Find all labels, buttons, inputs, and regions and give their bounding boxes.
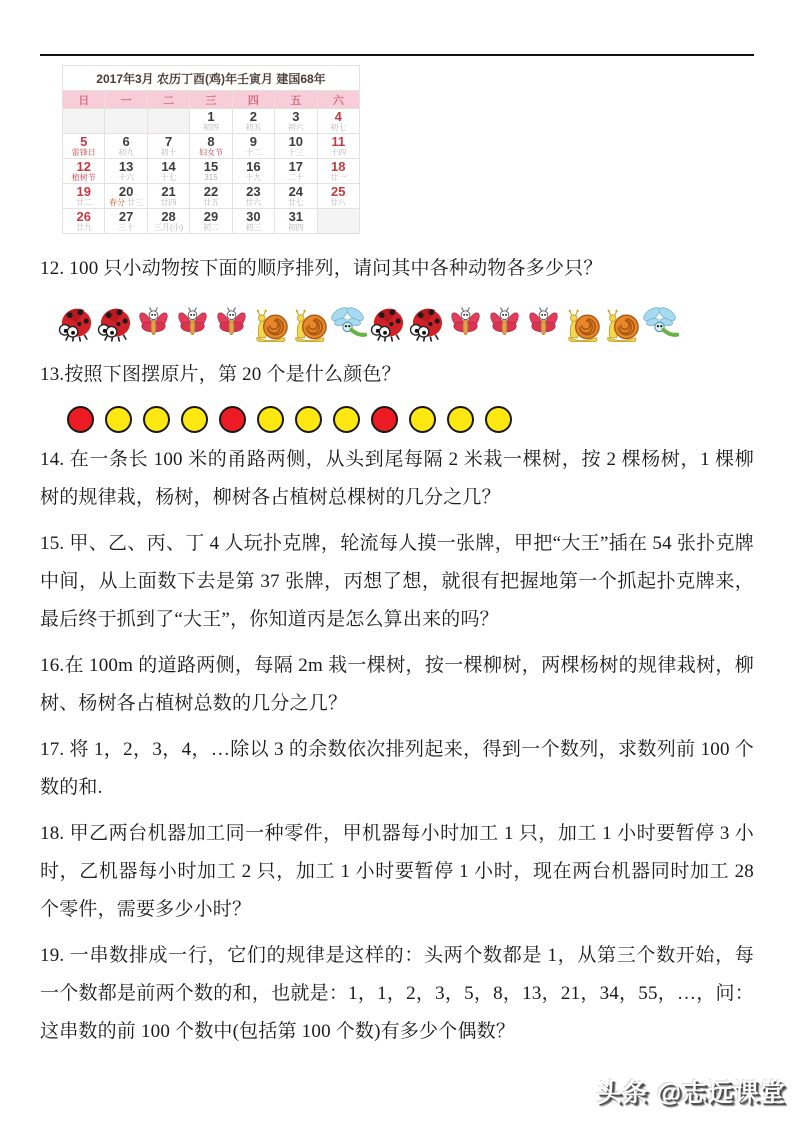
- calendar-weekday: 二: [147, 91, 189, 109]
- animal-pattern-figure: [56, 300, 686, 348]
- calendar-title: 2017年3月 农历丁酉(鸡)年壬寅月 建国68年: [63, 66, 360, 91]
- calendar-cell: 21 廿四: [147, 184, 189, 209]
- circle-yellow: [409, 406, 436, 433]
- calendar-cell: [317, 209, 359, 234]
- calendar-cell: [147, 109, 189, 134]
- calendar-cell: 12 植树节: [63, 159, 105, 184]
- calendar-body: [63, 109, 360, 234]
- ladybug-icon: [95, 300, 134, 348]
- circle-yellow: [105, 406, 132, 433]
- calendar-cell: 8 妇女节: [190, 134, 232, 159]
- dragonfly-icon: [329, 300, 368, 348]
- calendar-cell: 20 春分 廿三: [105, 184, 147, 209]
- calendar-weekday: 六: [317, 91, 359, 109]
- circle-red: [219, 406, 246, 433]
- calendar-cell: 4 初七: [317, 109, 359, 134]
- calendar-cell: 5 雷锋日: [63, 134, 105, 159]
- question-14: 14. 在一条长 100 米的甬路两侧，从头到尾每隔 2 米栽一棵树，按 2 棵杨树，1 棵柳树的规律栽，杨树，柳树各占植树总棵树的几分之几？: [40, 449, 754, 508]
- calendar-cell: 9 十二: [232, 134, 274, 159]
- calendar-cell: 3 初六: [275, 109, 317, 134]
- calendar-cell: [105, 109, 147, 134]
- calendar-cell: 13 十六: [105, 159, 147, 184]
- snail-icon: [563, 300, 602, 348]
- circle-red: [371, 406, 398, 433]
- calendar-weekday: 四: [232, 91, 274, 109]
- question-16: 16.在 100m 的道路两侧，每隔 2m 栽一棵树，按一棵柳树，两棵杨树的规律栽树，柳树、杨树各占植树总数的几分之几？: [40, 655, 754, 714]
- calendar-cell: 24 廿七: [275, 184, 317, 209]
- calendar-cell: 14 十七: [147, 159, 189, 184]
- calendar-cell: 26 廿九: [63, 209, 105, 234]
- calendar-march-2017: [62, 65, 360, 234]
- butterfly-icon: [212, 300, 251, 348]
- circle-yellow: [447, 406, 474, 433]
- calendar-cell: 10 十三: [275, 134, 317, 159]
- question-18: 18. 甲乙两台机器加工同一种零件，甲机器每小时加工 1 只，加工 1 小时要暂停 3 小时，乙机器每小时加工 2 只，加工 1 小时要暂停 1 小时，现在两台机器同时加工 28 个零件，需要多少小时？: [40, 823, 754, 920]
- circle-yellow: [295, 406, 322, 433]
- circle-yellow: [143, 406, 170, 433]
- calendar-weekday-row: [63, 91, 360, 109]
- calendar-weekday: 五: [275, 91, 317, 109]
- calendar-weekday: 一: [105, 91, 147, 109]
- butterfly-icon: [485, 300, 524, 348]
- calendar-cell: 30 初三: [232, 209, 274, 234]
- calendar-cell: 7 初十: [147, 134, 189, 159]
- calendar-cell: 11 十四: [317, 134, 359, 159]
- snail-icon: [251, 300, 290, 348]
- butterfly-icon: [173, 300, 212, 348]
- calendar-cell: [63, 109, 105, 134]
- watermark: 头条 @志远课堂: [596, 1079, 786, 1107]
- calendar-cell: 2 初五: [232, 109, 274, 134]
- calendar-cell: 19 廿二: [63, 184, 105, 209]
- calendar-cell: 1 初四: [190, 109, 232, 134]
- ladybug-icon: [368, 300, 407, 348]
- calendar-cell: 25 廿八: [317, 184, 359, 209]
- circle-red: [67, 406, 94, 433]
- calendar-cell: 23 廿六: [232, 184, 274, 209]
- circle-yellow: [485, 406, 512, 433]
- question-12: 12. 100 只小动物按下面的顺序排列，请问其中各种动物各多少只？: [40, 258, 603, 279]
- calendar-cell: 29 初二: [190, 209, 232, 234]
- question-15: 15. 甲、乙、丙、丁 4 人玩扑克牌，轮流每人摸一张牌，甲把“大王”插在 54 张扑克牌中间，从上面数下去是第 37 张牌，丙想了想，就很有把握地第一个抓起扑克牌来，最后终于抓到了“大王”，你知道丙是怎么算出来的吗？: [40, 533, 754, 630]
- calendar-weekday: 三: [190, 91, 232, 109]
- calendar-weekday: 日: [63, 91, 105, 109]
- calendar-cell: 27 三十: [105, 209, 147, 234]
- calendar-cell: 6 初九: [105, 134, 147, 159]
- header-rule: [40, 54, 754, 56]
- butterfly-icon: [446, 300, 485, 348]
- snail-icon: [602, 300, 641, 348]
- butterfly-icon: [524, 300, 563, 348]
- butterfly-icon: [134, 300, 173, 348]
- question-17: 17. 将 1，2，3，4，…除以 3 的余数依次排列起来，得到一个数列，求数列前 100 个数的和.: [40, 739, 754, 798]
- question-13: 13.按照下图摆原片，第 20 个是什么颜色？: [40, 364, 401, 385]
- dragonfly-icon: [641, 300, 680, 348]
- calendar-cell: 15 315: [190, 159, 232, 184]
- ladybug-icon: [56, 300, 95, 348]
- calendar-cell: 31 初四: [275, 209, 317, 234]
- circle-yellow: [181, 406, 208, 433]
- circle-yellow: [333, 406, 360, 433]
- calendar-cell: 28 三月(小): [147, 209, 189, 234]
- snail-icon: [290, 300, 329, 348]
- calendar-cell: 16 十九: [232, 159, 274, 184]
- circle-pattern-figure: [67, 406, 754, 433]
- calendar-cell: 17 二十: [275, 159, 317, 184]
- calendar-cell: 18 廿一: [317, 159, 359, 184]
- question-19: 19. 一串数排成一行，它们的规律是这样的：头两个数都是 1，从第三个数开始，每一个数都是前两个数的和，也就是：1，1，2，3，5，8，13，21，34，55，…，问：这串数的前 100 个数中(包括第 100 个数)有多少个偶数？: [40, 945, 754, 1042]
- calendar-cell: 22 廿五: [190, 184, 232, 209]
- ladybug-icon: [407, 300, 446, 348]
- circle-yellow: [257, 406, 284, 433]
